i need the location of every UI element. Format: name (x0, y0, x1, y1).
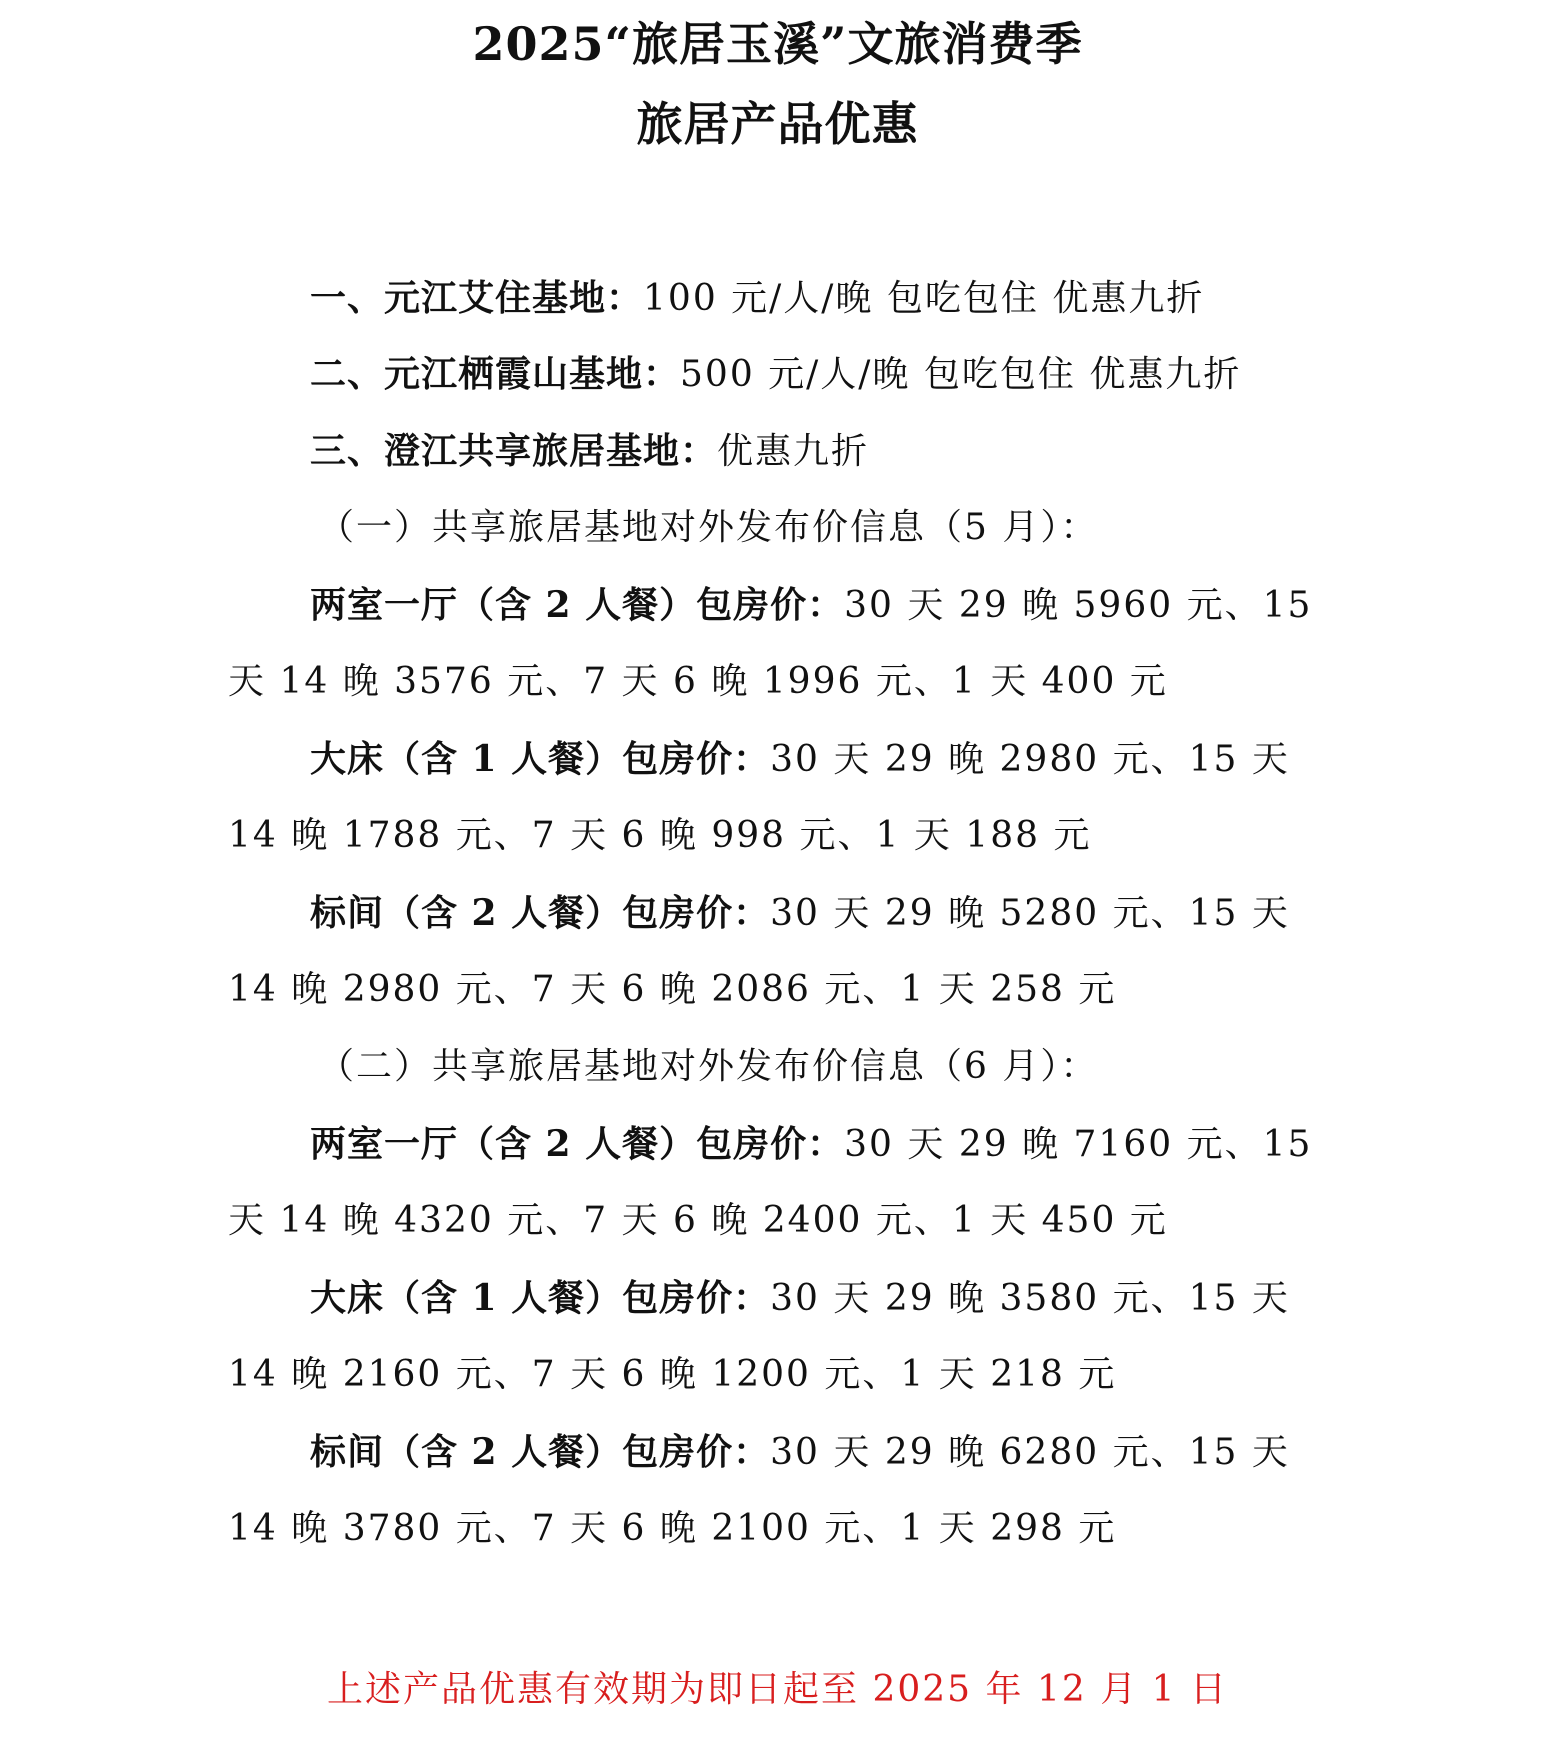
room-price-line1: 30 天 29 晚 7160 元、15 (844, 1124, 1313, 1165)
base-item-yuanjiang-aizhu (310, 274, 1204, 323)
room-price-line2: 14 晚 2980 元、7 天 6 晚 2086 元、1 天 258 元 (228, 969, 1117, 1010)
june-room-two-bedroom (310, 1120, 1312, 1169)
room-price-line1: 30 天 29 晚 3580 元、15 天 (770, 1278, 1290, 1319)
base-detail: 500 元/人/晚 包吃包住 优惠九折 (680, 354, 1242, 395)
page-title-line2: 旅居产品优惠 (636, 97, 919, 151)
room-label: 标间（含 2 人餐）包房价： (310, 1431, 771, 1473)
base-label: 二、元江栖霞山基地： (310, 353, 681, 395)
base-detail: 优惠九折 (717, 431, 870, 472)
room-label: 标间（含 2 人餐）包房价： (310, 892, 771, 934)
validity-note: 上述产品优惠有效期为即日起至 2025 年 12 月 1 日 (327, 1669, 1228, 1710)
room-label: 两室一厅（含 2 人餐）包房价： (310, 584, 845, 626)
may-heading: （一）共享旅居基地对外发布价信息（5 月）： (318, 507, 1099, 548)
room-price-line1: 30 天 29 晚 6280 元、15 天 (770, 1432, 1290, 1473)
base-label: 一、元江艾住基地： (310, 277, 644, 319)
base-detail: 100 元/人/晚 包吃包住 优惠九折 (643, 278, 1205, 319)
room-label: 大床（含 1 人餐）包房价： (310, 1277, 771, 1319)
room-label: 大床（含 1 人餐）包房价： (310, 738, 771, 780)
may-room-two-bedroom (310, 581, 1312, 630)
room-price-line2: 天 14 晚 4320 元、7 天 6 晚 2400 元、1 天 450 元 (228, 1200, 1168, 1241)
may-room-king-bed (310, 735, 1290, 784)
room-label: 两室一厅（含 2 人餐）包房价： (310, 1123, 845, 1165)
base-label: 三、澄江共享旅居基地： (310, 430, 718, 472)
base-item-yuanjiang-qixiashan (310, 350, 1241, 399)
room-price-line2: 天 14 晚 3576 元、7 天 6 晚 1996 元、1 天 400 元 (228, 661, 1168, 702)
june-heading: （二）共享旅居基地对外发布价信息（6 月）： (318, 1046, 1099, 1087)
base-item-chengjiang-shared (310, 427, 869, 476)
may-room-twin (310, 889, 1290, 938)
room-price-line1: 30 天 29 晚 5280 元、15 天 (770, 893, 1290, 934)
room-price-line1: 30 天 29 晚 5960 元、15 (844, 585, 1313, 626)
room-price-line1: 30 天 29 晚 2980 元、15 天 (770, 739, 1290, 780)
page-title-line1: 2025“旅居玉溪”文旅消费季 (472, 17, 1083, 71)
room-price-line2: 14 晚 3780 元、7 天 6 晚 2100 元、1 天 298 元 (228, 1508, 1117, 1549)
june-room-twin (310, 1428, 1290, 1477)
room-price-line2: 14 晚 2160 元、7 天 6 晚 1200 元、1 天 218 元 (228, 1354, 1117, 1395)
room-price-line2: 14 晚 1788 元、7 天 6 晚 998 元、1 天 188 元 (228, 815, 1092, 856)
june-room-king-bed (310, 1274, 1290, 1323)
